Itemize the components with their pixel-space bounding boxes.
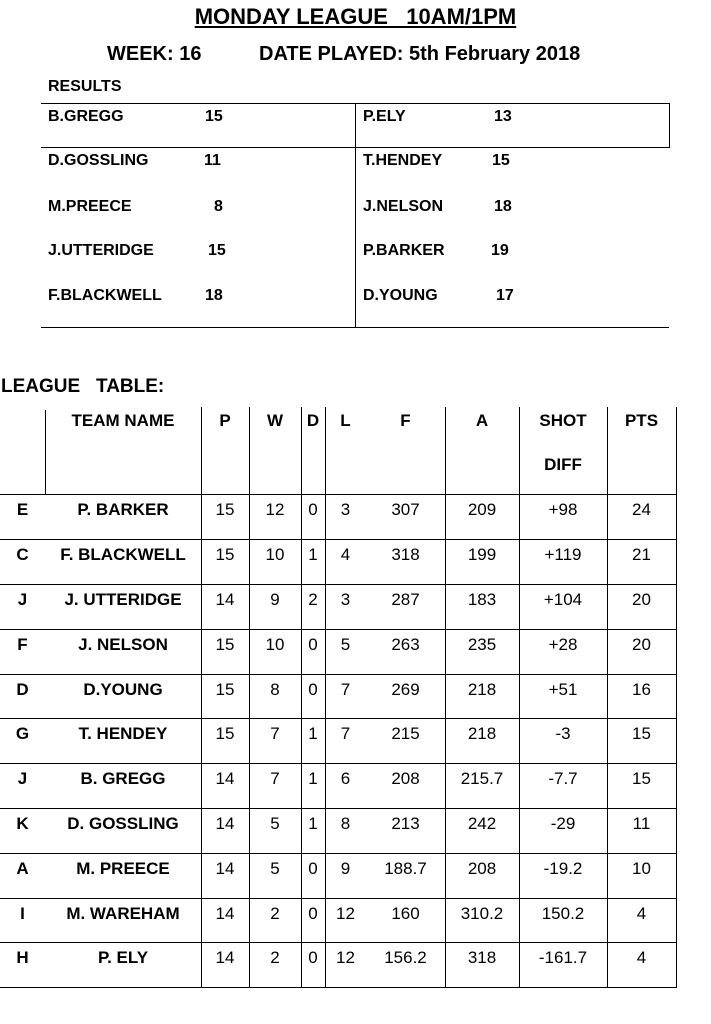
league-cell-team: M. PREECE — [76, 859, 170, 878]
league-grid-hline — [0, 584, 676, 585]
league-cell-l: 9 — [340, 859, 351, 878]
league-cell-team: J. UTTERIDGE — [64, 590, 182, 609]
league-cell-team: M. WAREHAM — [66, 904, 180, 923]
results-grid-line — [355, 103, 356, 327]
league-cell-p: 15 — [215, 680, 235, 699]
league-cell-letter: A — [16, 859, 29, 878]
league-cell-a: 218 — [467, 680, 497, 699]
results-heading: RESULTS — [48, 78, 122, 95]
league-cell-w: 5 — [270, 859, 280, 878]
league-grid-hline — [0, 718, 676, 719]
league-cell-a: 242 — [467, 814, 497, 833]
league-cell-a: 235 — [467, 635, 497, 654]
league-cell-l: 7 — [340, 680, 351, 699]
league-cell-letter: K — [16, 814, 29, 833]
league-cell-p: 14 — [215, 769, 235, 788]
league-cell-diff: -19.2 — [543, 859, 583, 878]
league-cell-p: 15 — [215, 635, 235, 654]
league-cell-p: 15 — [215, 545, 235, 564]
league-cell-pts: 10 — [632, 859, 651, 878]
league-cell-pts: 4 — [636, 904, 647, 923]
league-cell-w: 10 — [265, 545, 285, 564]
league-cell-diff: +98 — [548, 500, 578, 519]
league-cell-f: 208 — [391, 769, 420, 788]
league-cell-d: 0 — [308, 948, 318, 967]
league-cell-letter: I — [20, 904, 25, 923]
league-grid-hline — [0, 942, 676, 943]
league-cell-pts: 24 — [632, 500, 651, 519]
league-grid-hline — [0, 674, 676, 675]
result-left-score: 15 — [205, 108, 223, 125]
league-cell-w: 8 — [270, 680, 280, 699]
result-right-name: P.BARKER — [363, 242, 445, 259]
league-cell-diff: +28 — [548, 635, 578, 654]
league-cell-d: 1 — [308, 545, 318, 564]
league-cell-d: 0 — [308, 635, 318, 654]
league-cell-w: 2 — [270, 948, 280, 967]
league-grid-vline — [676, 407, 677, 988]
page-title: MONDAY LEAGUE 10AM/1PM — [194, 4, 517, 29]
league-cell-team: F. BLACKWELL — [60, 545, 186, 564]
league-grid-hline — [0, 987, 676, 988]
result-right-name: P.ELY — [363, 108, 406, 125]
league-cell-f: 156.2 — [384, 948, 427, 967]
league-cell-f: 188.7 — [384, 859, 427, 878]
header-d: D — [306, 411, 320, 430]
results-grid-line — [41, 327, 669, 328]
league-cell-d: 1 — [308, 724, 318, 743]
league-cell-w: 2 — [270, 904, 280, 923]
header-shot: SHOT — [539, 411, 587, 430]
league-cell-p: 14 — [215, 859, 235, 878]
result-left-score: 11 — [204, 152, 221, 169]
league-cell-letter: J — [17, 769, 28, 788]
league-grid-hline — [0, 853, 676, 854]
week-label: WEEK: 16 — [107, 43, 202, 65]
result-left-name: M.PREECE — [48, 198, 132, 215]
league-cell-l: 12 — [336, 904, 355, 923]
league-cell-diff: -7.7 — [548, 769, 578, 788]
date-played-label: DATE PLAYED: 5th February 2018 — [259, 43, 581, 65]
league-cell-pts: 15 — [632, 769, 651, 788]
league-grid-hline — [0, 808, 676, 809]
league-grid-hline — [0, 629, 676, 630]
header-w: W — [266, 411, 284, 430]
league-cell-l: 12 — [336, 948, 355, 967]
league-cell-letter: G — [15, 724, 30, 743]
result-right-score: 13 — [494, 108, 512, 125]
result-right-name: D.YOUNG — [363, 287, 438, 304]
league-cell-l: 5 — [340, 635, 351, 654]
league-cell-team: D.YOUNG — [83, 680, 163, 699]
league-cell-team: P. BARKER — [77, 500, 169, 519]
league-cell-diff: +104 — [543, 590, 583, 609]
result-left-score: 8 — [214, 198, 223, 215]
league-table-heading: LEAGUE TABLE: — [1, 376, 165, 397]
league-cell-team: P. ELY — [97, 948, 149, 967]
result-left-name: B.GREGG — [48, 108, 124, 125]
league-cell-w: 5 — [270, 814, 280, 833]
league-cell-pts: 16 — [632, 680, 651, 699]
header-diff: DIFF — [544, 455, 582, 474]
league-cell-a: 318 — [467, 948, 497, 967]
result-right-name: T.HENDEY — [363, 152, 443, 169]
league-cell-d: 1 — [308, 814, 318, 833]
league-cell-pts: 15 — [632, 724, 651, 743]
league-cell-f: 215 — [391, 724, 420, 743]
league-cell-d: 2 — [308, 590, 318, 609]
league-cell-p: 14 — [215, 590, 235, 609]
league-cell-w: 7 — [270, 769, 280, 788]
header-l: L — [340, 411, 351, 430]
league-cell-l: 3 — [340, 500, 351, 519]
header-f: F — [400, 411, 411, 430]
league-grid-hline — [0, 494, 676, 495]
result-left-score: 15 — [208, 242, 226, 259]
league-cell-p: 14 — [215, 904, 235, 923]
league-cell-a: 208 — [467, 859, 497, 878]
league-cell-pts: 21 — [632, 545, 651, 564]
league-cell-f: 307 — [391, 500, 420, 519]
header-pts: PTS — [624, 411, 659, 430]
league-cell-p: 15 — [215, 724, 235, 743]
league-cell-a: 183 — [467, 590, 497, 609]
result-left-score: 18 — [205, 287, 223, 304]
league-cell-f: 287 — [391, 590, 420, 609]
league-cell-f: 263 — [391, 635, 420, 654]
league-cell-w: 9 — [270, 590, 280, 609]
league-cell-team: B. GREGG — [80, 769, 166, 788]
league-cell-f: 269 — [391, 680, 420, 699]
league-cell-letter: C — [16, 545, 29, 564]
result-left-name: F.BLACKWELL — [48, 287, 162, 304]
league-cell-letter: F — [17, 635, 28, 654]
league-cell-a: 199 — [467, 545, 497, 564]
league-cell-d: 0 — [308, 500, 318, 519]
league-grid-hline — [0, 539, 676, 540]
result-left-name: J.UTTERIDGE — [48, 242, 154, 259]
header-a: A — [475, 411, 489, 430]
league-cell-p: 14 — [215, 948, 235, 967]
league-cell-w: 10 — [265, 635, 285, 654]
league-cell-p: 14 — [215, 814, 235, 833]
league-cell-pts: 20 — [632, 635, 651, 654]
league-cell-letter: E — [16, 500, 29, 519]
league-cell-l: 8 — [340, 814, 351, 833]
results-grid-line — [669, 103, 670, 148]
league-cell-letter: D — [16, 680, 29, 699]
results-grid-line — [41, 147, 669, 148]
league-cell-a: 218 — [467, 724, 497, 743]
league-cell-diff: +119 — [544, 545, 582, 564]
league-cell-d: 1 — [308, 769, 318, 788]
league-cell-a: 209 — [467, 500, 497, 519]
league-cell-d: 0 — [308, 904, 318, 923]
league-cell-l: 7 — [340, 724, 351, 743]
league-cell-l: 6 — [340, 769, 351, 788]
league-cell-f: 318 — [391, 545, 420, 564]
league-cell-diff: -3 — [555, 724, 571, 743]
league-cell-diff: +51 — [548, 680, 578, 699]
league-cell-letter: H — [16, 948, 29, 967]
league-cell-pts: 11 — [632, 814, 651, 833]
league-cell-diff: -29 — [550, 814, 576, 833]
league-cell-letter: J — [17, 590, 28, 609]
league-cell-d: 0 — [308, 859, 318, 878]
league-cell-a: 215.7 — [460, 769, 504, 788]
result-right-score: 18 — [494, 198, 512, 215]
result-right-score: 15 — [492, 152, 510, 169]
league-cell-l: 3 — [340, 590, 351, 609]
league-cell-team: D. GOSSLING — [67, 814, 179, 833]
league-cell-team: J. NELSON — [78, 635, 168, 654]
result-right-score: 19 — [491, 242, 509, 259]
header-team-name: TEAM NAME — [71, 411, 175, 430]
league-cell-f: 213 — [391, 814, 420, 833]
header-p: P — [219, 411, 231, 430]
league-cell-team: T. HENDEY — [78, 724, 168, 743]
league-cell-diff: 150.2 — [541, 904, 585, 923]
league-cell-pts: 20 — [632, 590, 651, 609]
league-cell-a: 310.2 — [460, 904, 504, 923]
league-cell-w: 12 — [265, 500, 285, 519]
league-grid-hline — [0, 898, 676, 899]
league-cell-w: 7 — [270, 724, 280, 743]
league-cell-f: 160 — [391, 904, 420, 923]
league-cell-l: 4 — [340, 545, 351, 564]
result-right-name: J.NELSON — [363, 198, 444, 215]
league-cell-d: 0 — [308, 680, 318, 699]
result-left-name: D.GOSSLING — [48, 152, 149, 169]
league-grid-hline — [0, 763, 676, 764]
league-cell-diff: -161.7 — [538, 948, 588, 967]
result-right-score: 17 — [496, 287, 514, 304]
league-cell-pts: 4 — [636, 948, 647, 967]
league-cell-p: 15 — [215, 500, 235, 519]
